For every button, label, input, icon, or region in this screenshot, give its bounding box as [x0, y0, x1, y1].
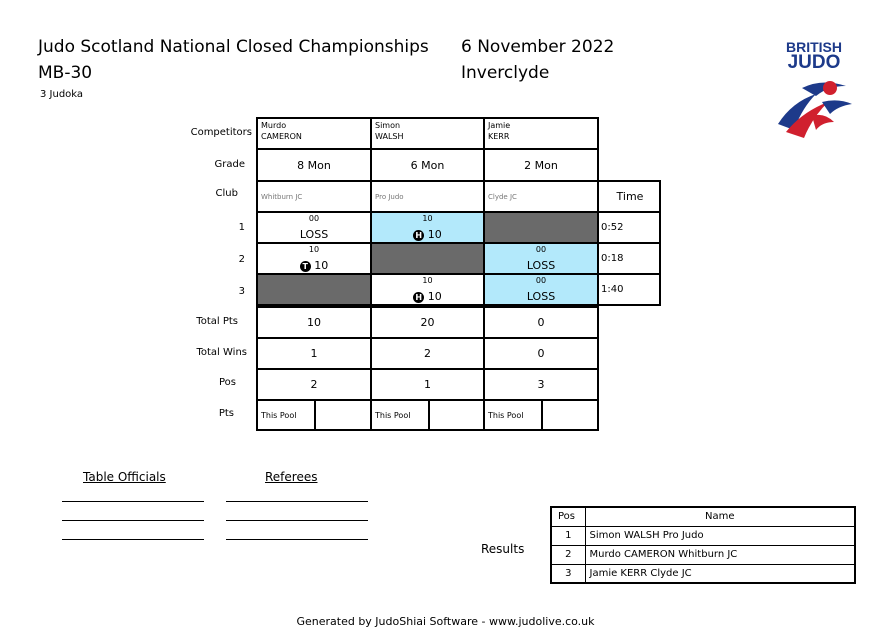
competitor-3-name [483, 117, 599, 150]
results-header-row [551, 507, 855, 526]
time-header: Time [597, 180, 661, 213]
logo-text-judo: JUDO [787, 52, 841, 73]
official-sign-line [62, 501, 204, 502]
table-row [551, 564, 855, 583]
label-pts: Pts [218, 408, 234, 419]
competitor-2-first: Simon [375, 121, 401, 130]
result-pos: 1 [551, 526, 585, 545]
referee-sign-line [226, 539, 368, 540]
result [258, 259, 370, 272]
venue-title: Inverclyde [461, 63, 550, 83]
result-name: Jamie KERR Clyde JC [585, 564, 855, 583]
competitor-1-grade: 8 Mon [256, 148, 372, 182]
label-round-1: 1 [238, 222, 245, 233]
event-title: Judo Scotland National Closed Championships [38, 37, 429, 57]
result: LOSS [526, 259, 556, 272]
results-col-name: Name [585, 507, 855, 526]
competitor-3-club: Clyde JC [483, 180, 599, 213]
hansoku-make-icon: H [413, 230, 424, 241]
competitor-1-total-wins: 1 [256, 337, 372, 370]
bout-3-competitor-3 [483, 273, 599, 306]
bout-3-time: 1:40 [597, 273, 661, 306]
results-label: Results [481, 542, 525, 556]
table-row [551, 526, 855, 545]
competitor-2-total-wins: 2 [370, 337, 485, 370]
result-pos: 3 [551, 564, 585, 583]
label-club: Club [215, 188, 238, 199]
score: 00 [535, 276, 547, 285]
bout-3-blocked [256, 273, 372, 306]
result-value: 10 [427, 290, 442, 303]
referees-heading: Referees [265, 470, 318, 484]
competitor-2-last: WALSH [375, 132, 404, 141]
category-title: MB-30 [38, 63, 93, 83]
label-grade: Grade [214, 159, 245, 170]
hansoku-make-icon: H [413, 292, 424, 303]
competitor-1-pts [256, 399, 372, 431]
bout-2-time: 0:18 [597, 242, 661, 275]
bout-2-blocked [370, 242, 485, 275]
competitor-3-total-pts: 0 [483, 306, 599, 339]
british-judo-logo [772, 40, 856, 146]
competitor-1-name [256, 117, 372, 150]
result: LOSS [299, 228, 329, 241]
referee-sign-line [226, 520, 368, 521]
competitor-1-total-pts: 10 [256, 306, 372, 339]
result-name: Simon WALSH Pro Judo [585, 526, 855, 545]
pts-this-pool: This Pool [258, 401, 316, 429]
bout-1-competitor-2 [370, 211, 485, 244]
result-value: 10 [314, 259, 329, 272]
table-row [551, 545, 855, 564]
competitor-3-pos: 3 [483, 368, 599, 401]
referee-sign-line [226, 501, 368, 502]
competitor-3-pts [483, 399, 599, 431]
competitor-2-club: Pro Judo [370, 180, 485, 213]
competitor-3-last: KERR [488, 132, 510, 141]
label-competitors: Competitors [190, 127, 252, 138]
result [372, 290, 483, 303]
bout-1-competitor-1 [256, 211, 372, 244]
pts-this-pool: This Pool [372, 401, 430, 429]
competitor-1-pos: 2 [256, 368, 372, 401]
results-col-pos: Pos [551, 507, 585, 526]
bout-2-competitor-1 [256, 242, 372, 275]
score: 00 [308, 214, 320, 223]
label-round-3: 3 [238, 286, 245, 297]
pts-this-pool: This Pool [485, 401, 543, 429]
table-officials-heading: Table Officials [83, 470, 166, 484]
judoka-count: 3 Judoka [40, 89, 84, 100]
competitor-3-total-wins: 0 [483, 337, 599, 370]
bout-1-time: 0:52 [597, 211, 661, 244]
judoka-figure-icon [772, 72, 856, 142]
official-sign-line [62, 520, 204, 521]
label-total-pts: Total Pts [196, 316, 238, 327]
footer-credit: Generated by JudoShiai Software - www.judolive.co.uk [296, 615, 595, 628]
result-name: Murdo CAMERON Whitburn JC [585, 545, 855, 564]
label-pos: Pos [218, 377, 236, 388]
score: 10 [422, 276, 433, 285]
event-date: 6 November 2022 [461, 37, 615, 57]
competitor-2-grade: 6 Mon [370, 148, 485, 182]
bout-1-blocked [483, 211, 599, 244]
competitor-2-name [370, 117, 485, 150]
competitor-1-last: CAMERON [261, 132, 302, 141]
competitor-2-pos: 1 [370, 368, 485, 401]
results-table [550, 506, 856, 584]
bout-3-competitor-2 [370, 273, 485, 306]
result [372, 228, 483, 241]
competitor-3-first: Jamie [488, 121, 511, 130]
score: 00 [535, 245, 547, 254]
competitor-1-first: Murdo [261, 121, 287, 130]
score: 10 [422, 214, 433, 223]
competitor-2-pts [370, 399, 485, 431]
result-value: 10 [427, 228, 442, 241]
logo-text-british: BRITISH [786, 39, 842, 55]
label-round-2: 2 [238, 254, 245, 265]
bout-2-competitor-3 [483, 242, 599, 275]
official-sign-line [62, 539, 204, 540]
competitor-1-club: Whitburn JC [256, 180, 372, 213]
label-total-wins: Total Wins [196, 347, 247, 358]
result-pos: 2 [551, 545, 585, 564]
score: 10 [308, 245, 320, 254]
technique-icon: T [300, 261, 311, 272]
competitor-3-grade: 2 Mon [483, 148, 599, 182]
competitor-2-total-pts: 20 [370, 306, 485, 339]
result: LOSS [526, 290, 556, 303]
